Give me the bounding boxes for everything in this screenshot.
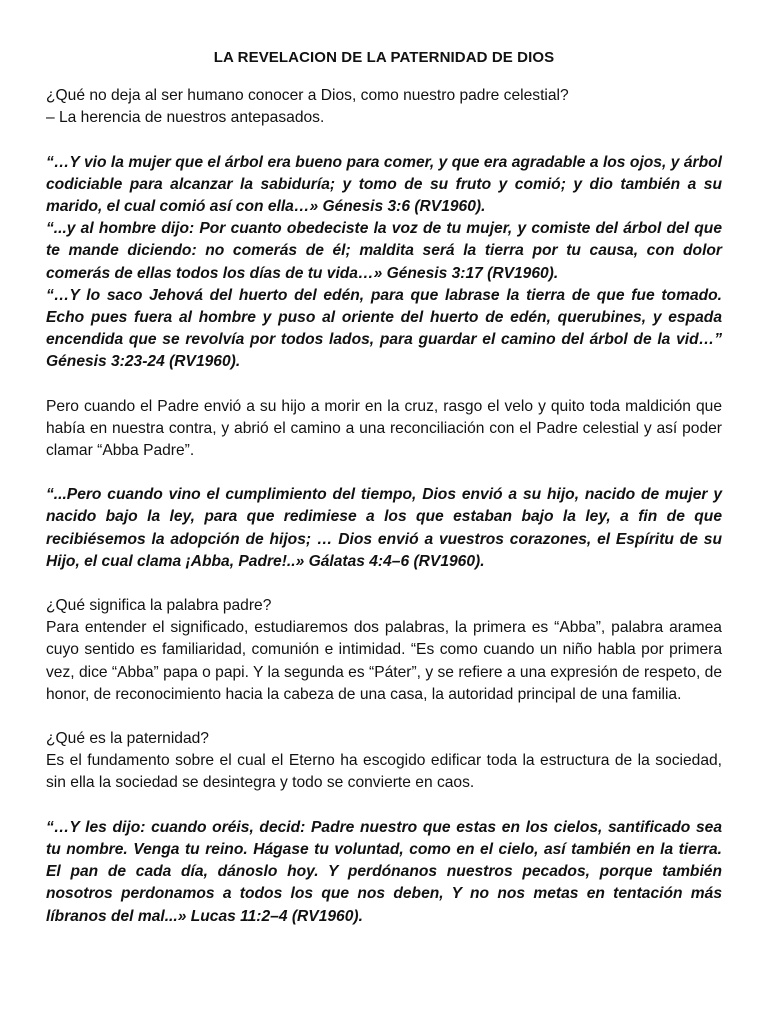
spacer: [46, 374, 722, 396]
section4-question: ¿Qué es la paternidad?: [46, 730, 209, 748]
page-title: LA REVELACION DE LA PATERNIDAD DE DIOS: [213, 49, 555, 66]
quote-genesis-3-6: “…Y vio la mujer que el árbol era bueno para comer, y que era agradable a los ojos, y árbol codiciable para alcanzar la sabiduría; y tomo de su fruto y comió; y dio también a su marido, el cual comió así con ella…» Génesis 3:6 (RV1960).: [46, 153, 722, 216]
spacer: [46, 795, 722, 817]
spacer: [46, 462, 722, 484]
quote-genesis-3-23: “…Y lo saco Jehová del huerto del edén, para que labrase la tierra de que fue tomado. Echo pues fuera al hombre y puso al oriente del huerto de edén, querubines, y espada encendida que se revolvía por todos lados, para guardar el camino del árbol de la vid…” Génesis 3:23-24 (RV1960).: [46, 286, 722, 371]
paragraph-reconciliation: Pero cuando el Padre envió a su hijo a morir en la cruz, rasgo el velo y quito toda maldición que había en nuestra contra, y abrió el camino a una reconciliación con el Padre celestial y así poder clamar “Abba Padre”.: [46, 397, 722, 460]
section1-question: ¿Qué no deja al ser humano conocer a Dios, como nuestro padre celestial?: [46, 87, 569, 105]
quote-lucas-11-2: “…Y les dijo: cuando oréis, decid: Padre nuestro que estas en los cielos, santificado sea tu nombre. Venga tu reino. Hágase tu voluntad, como en el cielo, así también en la tierra. El pan de cada día, dánoslo hoy. Y perdónanos nuestros pecados, porque también nosotros perdonamos a todos los que nos deben, Y no nos metas en tentación más líbranos del mal...» Lucas 11:2–4 (RV1960).: [46, 818, 722, 925]
section1-answer: – La herencia de nuestros antepasados.: [46, 109, 325, 127]
spacer: [46, 706, 722, 728]
quote-genesis-3-17: “...y al hombre dijo: Por cuanto obedeciste la voz de tu mujer, y comiste del árbol del que te mande diciendo: no comerás de él; maldita será la tierra por tu causa, con dolor comerás de ellas todos los días de tu vida…» Génesis 3:17 (RV1960).: [46, 220, 722, 282]
quote-galatas-4-4: “...Pero cuando vino el cumplimiento del tiempo, Dios envió a su hijo, nacido de mujer y nacido bajo la ley, para que redimiese a los que estaban bajo la ley, a fin de que recibiésemos la adopción de hijos; … Dios envió a vuestros corazones, el Espíritu de su Hijo, el cual clama ¡Abba, Padre!..» Gálatas 4:4–6 (RV1960).: [46, 486, 722, 570]
section3-question: ¿Qué significa la palabra padre?: [46, 597, 272, 615]
paragraph-paternity: Es el fundamento sobre el cual el Eterno ha escogido edificar toda la estructura de la sociedad, sin ella la sociedad se desintegra y todo se convierte en caos.: [46, 752, 722, 792]
spacer: [46, 573, 722, 595]
paragraph-meaning-padre: Para entender el significado, estudiaremos dos palabras, la primera es “Abba”, palabra aramea cuyo sentido es familiaridad, comunión e intimidad. “Es como cuando un niño habla por primera vez, dice “Abba” papa o papi. Y la segunda es “Páter”, y se refiere a una expresión de respeto, de honor, de reconocimiento hacia la cabeza de una casa, la autoridad principal de una familia.: [46, 619, 722, 703]
spacer: [46, 130, 722, 152]
